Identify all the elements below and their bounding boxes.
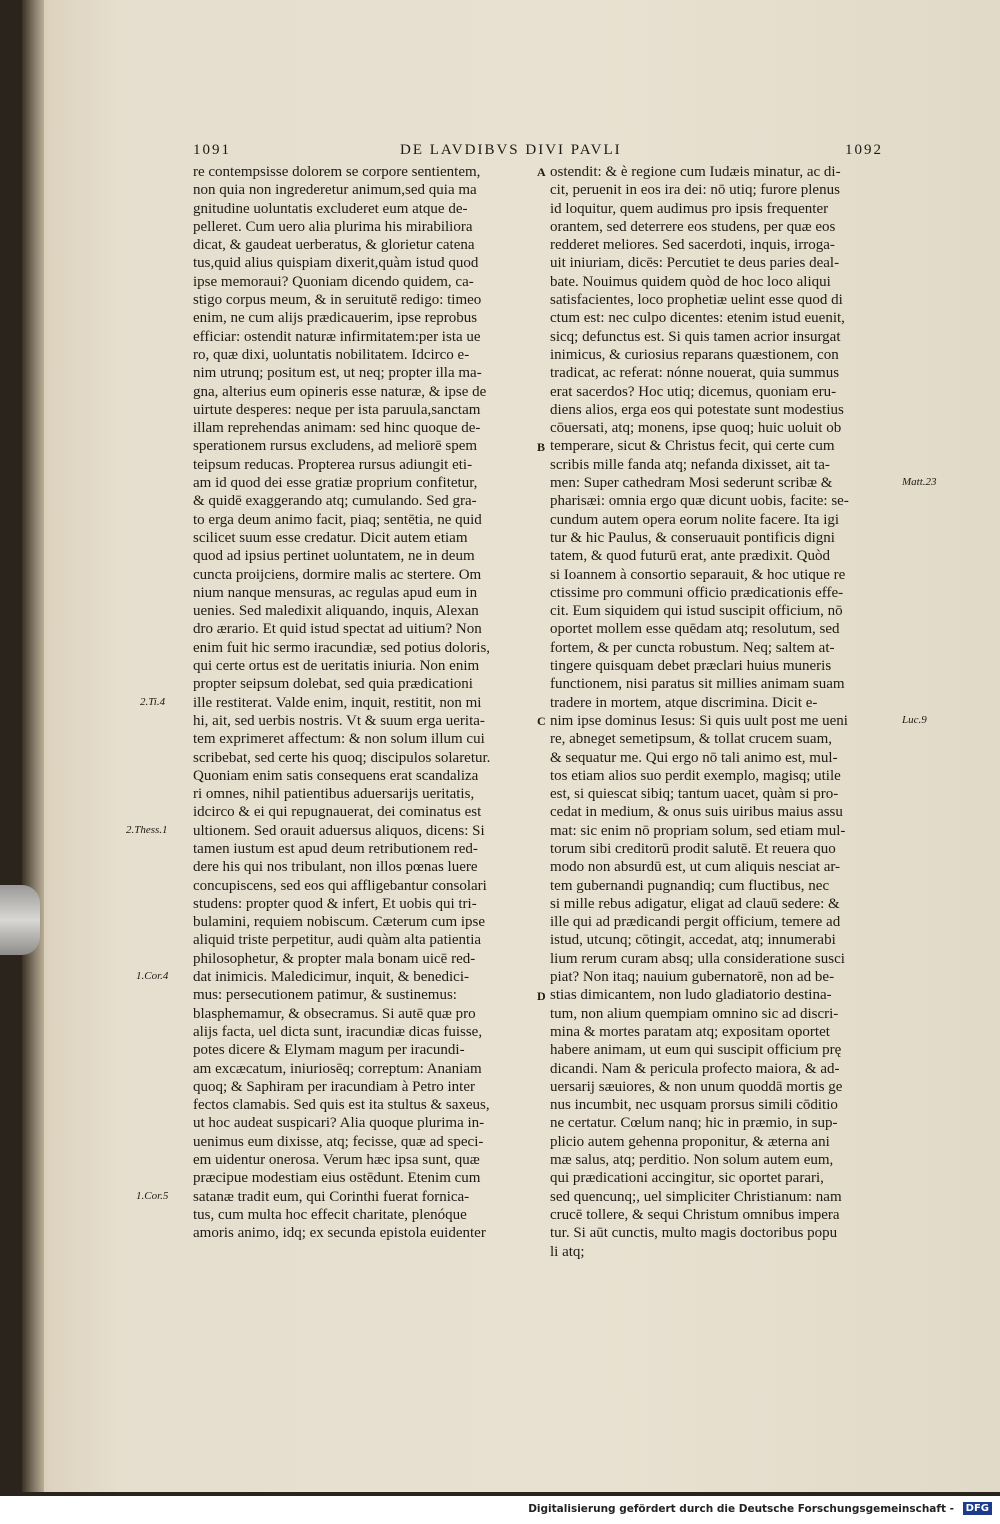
text-line: præcipue modestiam eius ostēdunt. Etenim cum	[193, 1170, 481, 1187]
text-line: oportet mollem esse quēdam atq; resolutum, sed	[550, 621, 840, 638]
text-line: satanæ tradit eum, qui Corinthi fuerat fornica-	[193, 1188, 470, 1205]
text-line: uirtute desperes: neque per ista paruula,sanctam	[193, 401, 481, 418]
text-line: idcirco & ei qui repugnauerat, dei cominatus est	[193, 804, 482, 821]
text-line: ut hoc audeat suspicari? Alia quoque plurima in-	[193, 1115, 485, 1132]
text-line: hi, ait, sed uerbis nostris. Vt & suum erga uerita-	[193, 712, 485, 729]
margin-note: 1.Cor.5	[136, 1190, 169, 1202]
text-line: philosophetur, & propter mala bonam uicē red-	[193, 950, 476, 967]
text-line: uenimus eum dixisse, atq; fecisse, quæ ad speci-	[193, 1133, 484, 1150]
text-line: sicq; defunctus est. Si quis tamen acrior insurgat	[550, 328, 841, 345]
text-line: Quoniam enim satis consequens erat scandaliza	[193, 767, 479, 784]
text-line: ipse memoraui? Quoniam dicendo quidem, ca-	[193, 273, 474, 290]
text-line: blasphemamur, & obsecramus. Si autē quæ pro	[193, 1005, 476, 1022]
text-line: propter seipsum dolebat, sed quia prædicationi	[193, 676, 473, 693]
text-line: tamen iustum est apud deum retributionem red-	[193, 840, 478, 857]
margin-note: Matt.23	[902, 476, 937, 488]
text-line: tur & hic Paulus, & conseruauit pontificis digni	[550, 529, 835, 546]
text-line: tos etiam alios suo perdit exemplo, magisq; utile	[550, 767, 841, 784]
text-line: istud, utcunq; cōtingit, accedat, atq; innumerabi	[550, 932, 836, 949]
text-line: scribis mille fanda atq; nefanda dixisset, ait ta-	[550, 456, 830, 473]
text-line: alijs facta, uel dicta sunt, iracundiæ dicas fuisse,	[193, 1023, 483, 1040]
text-line: stigo corpus meum, & in seruitutē redigo: timeo	[193, 292, 482, 309]
text-line: mæ salus, atq; perditio. Non solum autem eum,	[550, 1152, 834, 1169]
text-line: lium rerum curam absq; ulla consideratione susci	[550, 950, 845, 967]
running-title: DE LAVDIBVS DIVI PAVLI	[400, 142, 622, 158]
text-line: piat? Non itaq; nauium gubernatorē, non ad be-	[550, 969, 835, 986]
section-mark-a: A	[537, 165, 546, 179]
text-line: gna, alterius eum opineris esse naturæ, & ipse de	[193, 383, 487, 400]
margin-note: 2.Thess.1	[126, 824, 168, 836]
text-line: uit iniuriam, dicēs: Percutiet te deus paries deal-	[550, 255, 840, 272]
text-line: am excæcatum, iniuriosēq; correptum: Ananiam	[193, 1060, 482, 1077]
text-line: gnitudine uoluntatis excluderet eum atque de-	[193, 200, 468, 217]
text-line: ille qui ad prædicandi pergit officium, temere ad	[550, 914, 841, 931]
text-line: cedat in medium, & onus suis uiribus maius assu	[550, 804, 843, 821]
text-line: functionem, nisi paratus sit millies animam suam	[550, 676, 845, 693]
text-line: potes dicere & Elymam magum per iracundi-	[193, 1042, 465, 1059]
text-line: erat sacerdos? Hoc utiq; dicemus, quoniam eru-	[550, 383, 837, 400]
section-mark-d: D	[537, 989, 546, 1003]
text-line: tum, non alium quempiam omnino sic ad discri-	[550, 1005, 839, 1022]
text-line: satisfacientes, loco prophetiæ uelint esse quod di	[550, 292, 843, 309]
text-line: id loquitur, quem audimus pro ipsis frequenter	[550, 200, 829, 217]
text-line: habere animam, ut eum qui suscipit officium prę	[550, 1042, 842, 1059]
text-line: crucē tollere, & sequi Christum omnibus impera	[550, 1206, 840, 1223]
text-line: bate. Nouimus quidem quòd de hoc loco aliqui	[550, 273, 831, 290]
text-line: qui certe ortus est de ueritatis iniuria. Non enim	[193, 658, 480, 675]
text-line: bulamini, requiem nobiscum. Cæterum cum ipse	[193, 914, 486, 931]
text-line: aliquid triste perpetitur, audi quàm alta patientia	[193, 932, 482, 949]
text-line: pharisæi: omnia ergo quæ dicunt uobis, facite: se-	[550, 493, 849, 510]
text-line: fortem, & per cuncta robustum. Neq; saltem at-	[550, 639, 835, 656]
text-line: to erga deum animo facit, piaq; sentētia, ne quid	[193, 511, 482, 528]
left-column	[193, 163, 490, 1243]
page-clamp	[0, 885, 40, 955]
text-line: quod ad ipsius pertinet uoluntatem, ne in deum	[193, 548, 475, 565]
text-line: studens: propter quod & infert, Et uobis qui tri-	[193, 895, 477, 912]
text-line: stias dimicantem, non ludo gladiatorio destina-	[550, 987, 832, 1004]
text-line: cit. Eum siquidem qui istud suscipit officium, nō	[550, 603, 843, 620]
footer-bar	[0, 1496, 1000, 1524]
text-line: diens alios, erga eos qui potestate sunt modestius	[550, 401, 844, 418]
text-line: cōuersati, atq; monens, ipse quoq; huic uoluit ob	[550, 420, 842, 437]
text-line: ultionem. Sed orauit aduersus aliquos, dicens: Si	[193, 822, 485, 839]
dfg-logo: DFG	[963, 1502, 992, 1515]
text-line: fectos clamabis. Sed quis est ita stultus & saxeus,	[193, 1097, 490, 1114]
text-line: nim ipse dominus Iesus: Si quis uult post me ueni	[550, 712, 848, 729]
text-line: sed quencunq;, uel simpliciter Christianum: nam	[550, 1188, 842, 1205]
text-line: sperationem rursus excludens, ad meliorē spem	[193, 438, 478, 455]
text-line: scribebat, sed certe his quoq; discipulos solaretur.	[193, 749, 491, 766]
text-line: mina & mortes paratam atq; expositam oportet	[550, 1023, 830, 1040]
text-line: tur. Si aūt cunctis, multo magis doctoribus popu	[550, 1225, 838, 1242]
text-line: temperare, sicut & Christus fecit, qui certe cum	[550, 438, 835, 455]
margin-note: 2.Ti.4	[140, 696, 166, 708]
text-line: men: Super cathedram Mosi sederunt scribæ &	[550, 475, 833, 492]
text-line: dro ærario. Et quid istud spectat ad uitium? Non	[193, 621, 482, 638]
text-line: si mille rebus adigatur, eligat ad clauū sedere: &	[550, 895, 840, 912]
text-line: cuncta proijciens, dormire malis ac stertere. Om	[193, 566, 482, 583]
text-line: ille restiterat. Valde enim, inquit, restitit, non mi	[193, 694, 482, 711]
text-line: nim utrunq; positum est, ut neq; propter illa ma-	[193, 365, 482, 382]
section-mark-c: C	[537, 714, 546, 728]
text-line: ro, quæ dixi, uoluntatis nobilitatem. Idcirco e-	[193, 346, 470, 363]
text-line: pelleret. Cum uero alia plurima his mirabiliora	[193, 218, 473, 235]
page-number-right: 1092	[845, 142, 883, 158]
margin-note: Luc.9	[902, 714, 927, 726]
text-line: si Ioannem à consortio separauit, & hoc utique re	[550, 566, 846, 583]
text-line: tus,quid alius quispiam dixerit,quàm istud quod	[193, 255, 479, 272]
text-line: re contempsisse dolorem se corpore sentientem,	[193, 164, 481, 180]
margin-note: 1.Cor.4	[136, 970, 169, 982]
text-line: illam reprehendas animam: sed hinc quoque de-	[193, 420, 481, 437]
text-line: ri omnes, nihil patientibus aduersarijs ueritatis,	[193, 786, 475, 803]
text-line: dicandi. Nam & pericula profecto maiora, & ad-	[550, 1060, 840, 1077]
section-mark-b: B	[537, 440, 546, 454]
text-line: concupiscens, sed eos qui affligebantur consolari	[193, 877, 487, 894]
text-line: am id quod dei esse gratiæ proprium confitetur,	[193, 475, 478, 492]
text-line: non quia non ingrederetur animum,sed quia ma	[193, 182, 477, 199]
text-line: dicat, & gaudeat uerberatus, & glorietur catena	[193, 237, 475, 254]
text-line: plicio autem gehenna proponitur, & æterna ani	[550, 1133, 830, 1150]
book-page	[22, 0, 1000, 1492]
text-line: dere his qui nos tribulant, non illos pœnas luere	[193, 859, 478, 876]
text-line: tingere quisquam debet præclari huius muneris	[550, 658, 832, 675]
text-line: uersarij sæuiores, & non unum quoddā mortis ge	[550, 1078, 843, 1095]
text-line: tradere in mortem, atque discrimina. Dicit e-	[550, 694, 818, 711]
text-line: teipsum reducas. Propterea rursus adiungit eti-	[193, 456, 473, 473]
text-line: scilicet suum esse credatur. Dicit autem etiam	[193, 529, 468, 546]
text-line: & sequatur me. Qui ergo nō tali animo est, mul-	[550, 749, 838, 766]
page-edge	[22, 0, 44, 1492]
page-number-left: 1091	[193, 142, 231, 158]
text-line: redderet meliores. Sed sacerdoti, inquis, irroga-	[550, 237, 835, 254]
text-line: enim, ne cum alijs prædicauerim, ipse reprobus	[193, 310, 478, 327]
text-line: li atq;	[550, 1243, 585, 1260]
text-line: & quidē exaggerando atq; cumulando. Sed gra-	[193, 493, 477, 510]
text-line: ctissime pro communi officio prædicationis effe-	[550, 584, 844, 601]
text-line: dat inimicis. Maledicimur, inquit, & benedici-	[193, 969, 470, 986]
text-line: tem gubernandi pugnandiq; cum fluctibus, nec	[550, 877, 830, 894]
text-line: efficiar: ostendit naturæ infirmitatem:per ista ue	[193, 328, 481, 345]
text-line: uenies. Sed maledixit aliquando, inquis, Alexan	[193, 603, 479, 620]
funding-note: Digitalisierung gefördert durch die Deutsche Forschungsgemeinschaft -	[528, 1503, 954, 1515]
text-line: quoq; & Saphiram per iracundiam à Petro inter	[193, 1078, 476, 1095]
text-line: enim fuit hic sermo iracundiæ, sed potius doloris,	[193, 639, 491, 656]
text-line: modo non absurdū est, ut cum aliquis nesciat ar-	[550, 859, 841, 876]
text-line: tradicat, ac referat: nónne nouerat, quia summus	[550, 365, 840, 382]
text-line: tus, cum multa hoc effecit charitate, plenóque	[193, 1206, 467, 1223]
text-line: cundum autem opera eorum nolite facere. Ita igi	[550, 511, 840, 528]
text-line: nus incumbit, nec usquam prorsus simili cōditio	[550, 1097, 838, 1114]
right-column	[550, 163, 849, 1261]
text-line: cit, peruenit in eos ira dei: nō utiq; furore plenus	[550, 182, 840, 199]
text-line: amoris animo, idq; ex secunda epistola euidenter	[193, 1225, 486, 1242]
text-line: qui prædicationi accingitur, sic oportet parari,	[550, 1170, 824, 1187]
text-line: re, abneget semetipsum, & tollat crucem suam,	[550, 731, 832, 748]
text-line: inimicus, & curiosius reparans quæstionem, con	[550, 346, 839, 363]
text-line: tatem, & quod futurū erat, ante prædixit. Quòd	[550, 548, 830, 565]
text-line: ostendit: & è regione cum Iudæis minatur, ac di-	[550, 164, 841, 180]
text-line: ne certatur. Cœlum nanq; hic in præmio, in sup-	[550, 1115, 838, 1132]
text-line: ctum est: nec culpo dicentes: etenim istud euenit,	[550, 310, 845, 327]
text-line: em uidentur onerosa. Verum hæc ipsa sunt, quæ	[193, 1152, 480, 1169]
text-line: torum sibi creditorū prodit salutē. Et reuera quo	[550, 840, 836, 857]
text-line: nium nanque mensuras, ac regulas apud eum in	[193, 584, 478, 601]
text-line: tem exprimeret affectum: & non solum illum cui	[193, 731, 485, 748]
text-line: est, si quiescat sibiq; tantum uacet, quàm si pro-	[550, 786, 839, 803]
text-line: mat: sic enim nō propriam solum, sed etiam mul-	[550, 822, 846, 839]
text-line: mus: persecutionem patimur, & sustinemus:	[193, 987, 457, 1004]
text-line: orantem, sed deterrere eos studens, per quæ eos	[550, 218, 836, 235]
